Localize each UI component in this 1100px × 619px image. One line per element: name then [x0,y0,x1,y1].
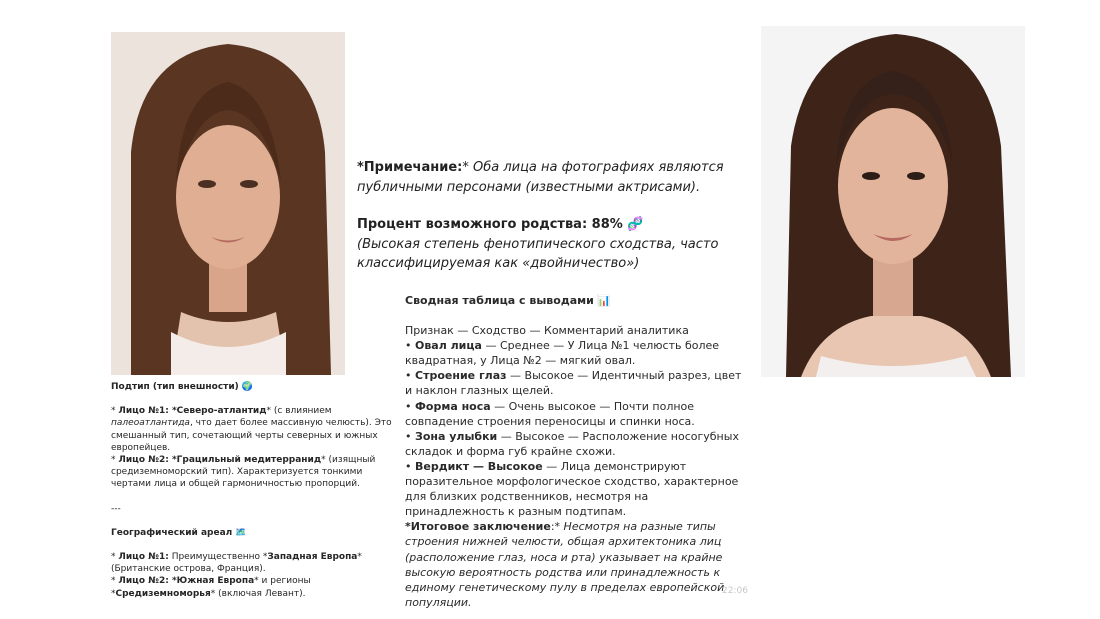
face1-text-rest: , что дает более массивную челюсть). Это смешанный тип, сочетающий черты северных и южных европейцев. [111,418,392,453]
geo1-label: Лицо №1: [118,552,169,563]
face2-label: Лицо №2: *Грацильный медитерранид [118,455,322,466]
geo1-rest: * (Британские острова, Франция). [111,552,362,575]
table-row [405,368,751,398]
bar-chart-icon: 📊 [597,294,612,307]
portrait-photo-2 [761,26,1025,377]
bullet: * [111,552,119,563]
note-text: * Оба лица на фотографиях являются публичными персонами (известными актрисами). [357,160,724,195]
row-feature: Вердикт — Высокое [415,459,543,473]
separator: --- [111,503,121,514]
table-row [405,459,751,519]
row-comment: — Высокое — Расположение носогубных складок и форма губ крайне схожи. [405,429,739,458]
bullet: * [111,455,119,466]
table-row [405,399,751,429]
bullet: • [405,459,415,473]
face2-text: * (изящный средиземноморский тип). Характеризуется тонкими чертами лица и общей гармоничностью пропорций. [111,455,376,490]
row-feature: Зона улыбки [415,429,498,443]
geo2-rest: * (включая Левант). [210,588,306,599]
bullet: • [405,369,415,383]
table-row [405,429,751,459]
portrait-photo-1 [111,32,345,375]
face1-text: * (с влиянием [266,406,332,417]
face1-label: Лицо №1: *Северо-атлантид [118,406,267,417]
left-column [111,381,396,600]
subtype-title: Подтип (тип внешности) [111,382,239,392]
row-feature: Форма носа [415,399,491,413]
timestamp: 22:06 [722,586,748,596]
bullet: • [405,399,415,413]
geo2-bold: Средиземноморья [115,588,211,599]
dna-icon: 🧬 [626,217,644,232]
kinship-label: Процент возможного родства: 88% [357,217,623,232]
table-row [405,338,751,368]
geo2-label: Лицо №2: *Южная Европа [118,576,255,587]
row-comment: — Среднее — У Лица №1 челюсть более квадратная, у Лица №2 — мягкий овал. [405,339,720,368]
table-rows [405,338,751,519]
geo2-text: * и регионы * [111,576,311,599]
globe-icon: 🌍 [241,382,253,392]
row-comment: — Высокое — Идентичный разрез, цвет и наклон глазных щелей. [405,369,742,398]
bullet: * [111,406,119,417]
note-label: *Примечание: [357,160,463,175]
row-comment: — Лица демонстрируют поразительное морфологическое сходство, характерное для близких родственников, несмотря на принадлежность к разным подтипам. [405,459,739,519]
row-feature: Овал лица [415,339,482,353]
bullet: • [405,339,415,353]
geo-title: Географический ареал [111,527,233,538]
conclusion-text: * Несмотря на разные типы строения нижней челюсти, общая архитектоника лиц (расположение глаз, носа и рта) указывает на крайне высокую вероятность родства или принадлежность к единому генетическому пулу в пределах европейской популяции. [405,520,725,609]
geo1-bold: Западная Европа [267,552,358,563]
note-block [357,158,747,274]
geo1-text: Преимущественно * [168,552,268,563]
bullet: • [405,429,415,443]
conclusion-colon: : [550,520,555,534]
row-comment: — Очень высокое — Почти полное совпадение строения переносицы и спинки носа. [405,399,695,428]
kinship-comment: (Высокая степень фенотипического сходства, часто классифицируемая как «двойничество») [357,236,719,271]
table-header: Признак — Сходство — Комментарий аналитика [405,324,689,338]
face1-italic: палеоатлантида [111,418,190,429]
row-feature: Строение глаз [415,369,507,383]
conclusion-label: *Итоговое заключение [405,520,551,534]
map-icon: 🗺️ [235,527,247,538]
table-title: Сводная таблица с выводами [405,294,594,307]
bullet: * [111,576,119,587]
summary-table [405,293,751,610]
